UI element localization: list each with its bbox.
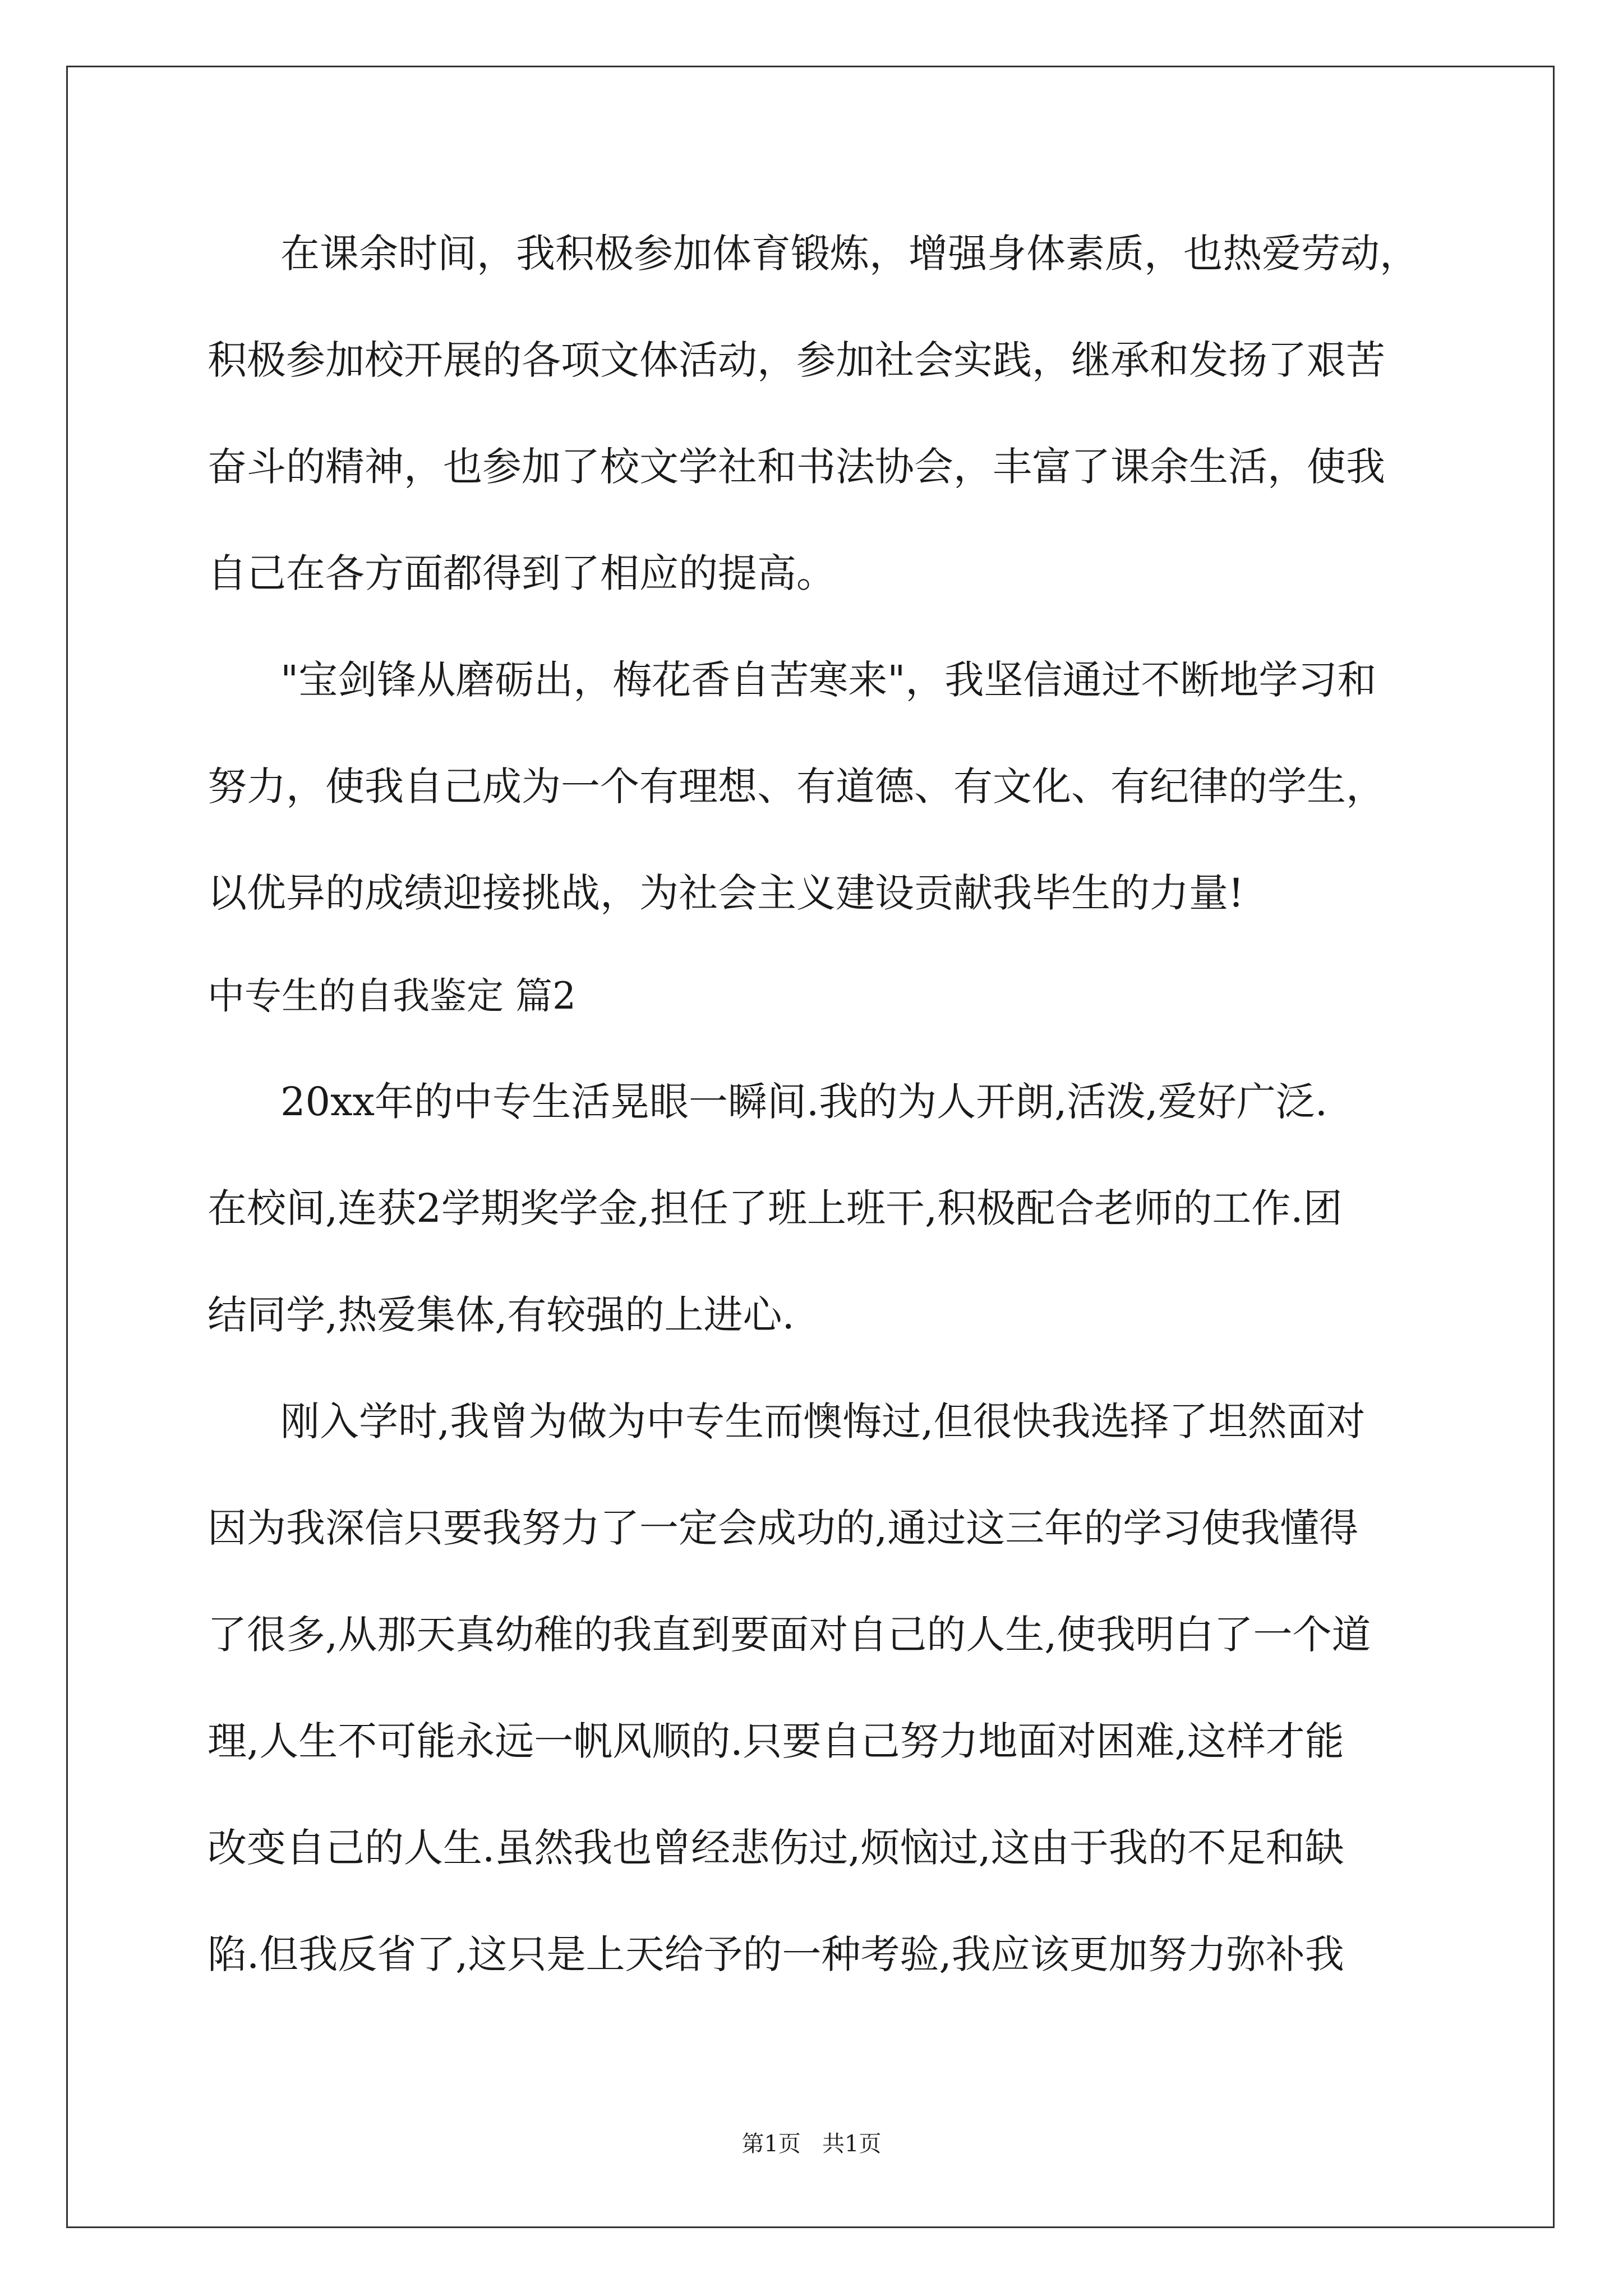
page-border bbox=[66, 66, 1555, 2228]
paragraph-line: "宝剑锋从磨砺出，梅花香自苦寒来"，我坚信通过不断地学习和 bbox=[280, 657, 1377, 703]
paragraph-line: 自己在各方面都得到了相应的提高。 bbox=[208, 550, 836, 596]
paragraph-line: 因为我深信只要我努力了一定会成功的,通过这三年的学习使我懂得 bbox=[208, 1505, 1359, 1551]
paragraph-line: 20xx年的中专生活晃眼一瞬间.我的为人开朗,活泼,爱好广泛. bbox=[280, 1079, 1328, 1125]
paragraph-line: 在校间,连获2学期奖学金,担任了班上班干,积极配合老师的工作.团 bbox=[208, 1185, 1343, 1231]
paragraph-line: 奋斗的精神，也参加了校文学社和书法协会，丰富了课余生活，使我 bbox=[208, 444, 1385, 490]
paragraph-line: 刚入学时,我曾为做为中专生而懊悔过,但很快我选择了坦然面对 bbox=[280, 1398, 1366, 1444]
paragraph-line: 陷.但我反省了,这只是上天给予的一种考验,我应该更加努力弥补我 bbox=[208, 1931, 1344, 1977]
paragraph-line: 改变自己的人生.虽然我也曾经悲伤过,烦恼过,这由于我的不足和缺 bbox=[208, 1825, 1344, 1871]
paragraph-line: 了很多,从那天真幼稚的我直到要面对自己的人生,使我明白了一个道 bbox=[208, 1612, 1371, 1658]
paragraph-line: 以优异的成绩迎接挑战，为社会主义建设贡献我毕生的力量! bbox=[208, 870, 1244, 916]
page-number-footer: 第1页 共1页 bbox=[741, 2131, 882, 2157]
paragraph-line: 在课余时间，我积极参加体育锻炼，增强身体素质，也热爱劳动， bbox=[280, 231, 1419, 277]
paragraph-line: 结同学,热爱集体,有较强的上进心. bbox=[208, 1292, 795, 1338]
section-heading: 中专生的自我鉴定 篇2 bbox=[208, 974, 576, 1018]
paragraph-line: 努力，使我自己成为一个有理想、有道德、有文化、有纪律的学生， bbox=[208, 763, 1385, 809]
paragraph-line: 积极参加校开展的各项文体活动，参加社会实践，继承和发扬了艰苦 bbox=[208, 337, 1385, 383]
paragraph-line: 理,人生不可能永远一帆风顺的.只要自己努力地面对困难,这样才能 bbox=[208, 1718, 1344, 1764]
